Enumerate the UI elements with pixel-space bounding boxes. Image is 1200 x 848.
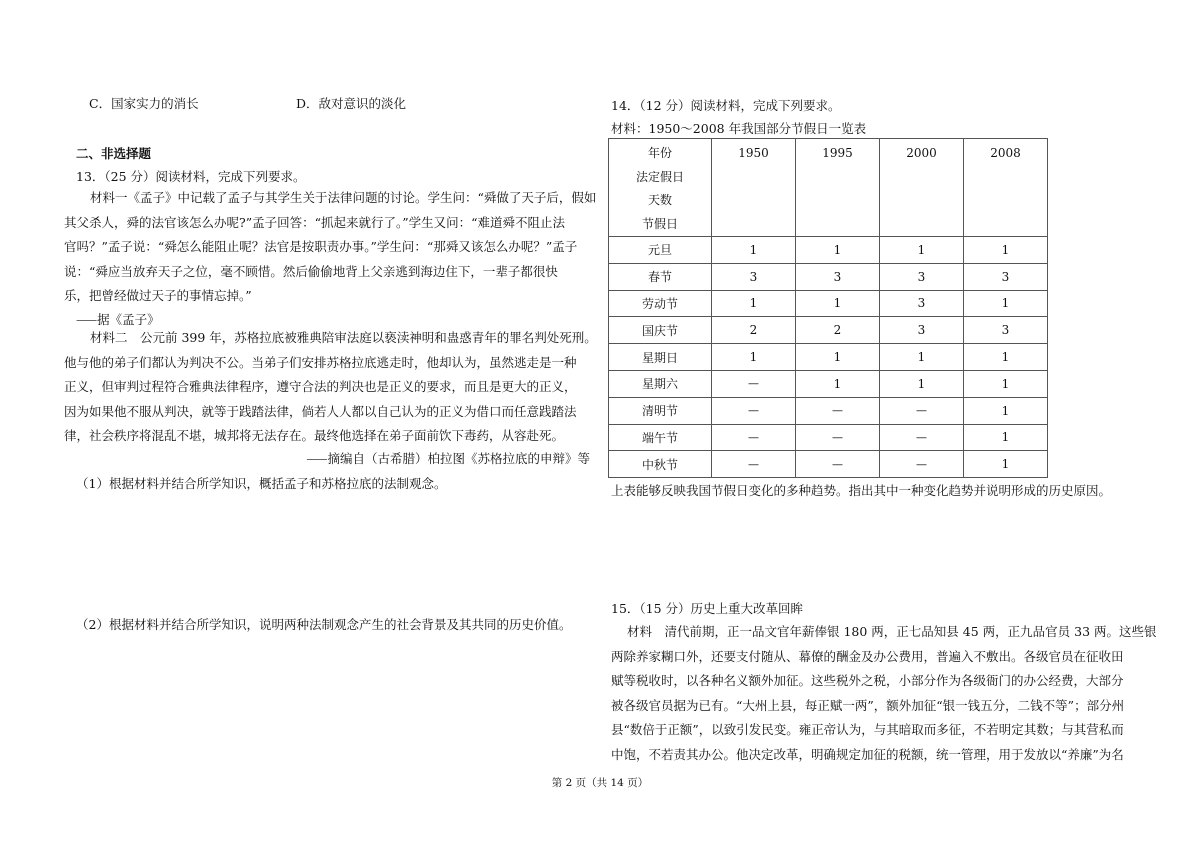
table-row [609,290,1048,317]
table-cell: 1 [964,290,1048,317]
table-row [609,237,1048,264]
year-header: 2008 [964,139,1048,237]
table-cell: 1 [880,237,964,264]
q14-material-caption: 材料：1950～2008 年我国部分节假日一览表 [611,121,867,136]
table-row [609,370,1048,397]
material-1-line: 材料一《孟子》中记载了孟子与其学生关于法律问题的讨论。学生问：“舜做了天子后，假如 [90,190,597,205]
q15-material-line: 被各级官员据为已有。“大州上县，每正赋一两”，额外加征“银一钱五分，二钱不等”；部分州 [611,697,1125,713]
table-row [609,344,1048,371]
material-2-line: 律，社会秩序将混乱不堪，城邦将无法存在。最终他选择在弟子面前饮下毒药，从容赴死。 [64,428,565,444]
page-footer: 第 2 页（共 14 页） [551,777,649,789]
year-header: 1995 [796,139,880,237]
table-cell: — [712,397,796,424]
holiday-name: 端午节 [609,424,712,451]
header-label-legal: 法定假日 [635,169,684,184]
table-row [609,397,1048,424]
holiday-name: 劳动节 [609,290,712,317]
q13-sub-2: （2）根据材料并结合所学知识，说明两种法制观念产生的社会背景及其共同的历史价值。 [76,617,572,632]
table-cell: 1 [712,290,796,317]
holiday-name: 中秋节 [609,451,712,478]
year-header: 1950 [712,139,796,237]
q13-material-1 [64,186,597,309]
holiday-table [608,138,1048,478]
holiday-name: 星期六 [609,370,712,397]
table-cell: 3 [880,263,964,290]
table-header-row [609,139,1048,237]
q13-stem: 13．（25 分）阅读材料，完成下列要求。 [76,169,306,184]
table-cell: 3 [796,263,880,290]
source-2: ⸺摘编自（古希腊）柏拉图《苏格拉底的申辩》等 [306,451,590,466]
table-cell: — [880,451,964,478]
header-label-year: 年份 [647,146,672,160]
q13-sub-1: （1）根据材料并结合所学知识，概括孟子和苏格拉底的法制观念。 [76,476,447,491]
table-cell: — [880,424,964,451]
q15-material-line: 赋等税收时，以各种名义额外加征。这些税外之税，小部分作为各级衙门的办公经费，大部分 [611,673,1124,689]
section-title: 二、非选择题 [76,146,152,161]
table-cell: — [796,397,880,424]
table-cell: 3 [712,263,796,290]
table-cell: 1 [964,370,1048,397]
q15-material-line: 中饱，不若责其办公。他决定改革，明确规定加征的税额，统一管理，用于发放以“养廉”为名 [611,746,1124,762]
table-corner-cell [609,139,712,237]
q15-material [611,620,1157,768]
material-1-line: 说：“舜应当放弃天子之位，毫不顾惜。然后偷偷地背上父亲逃到海边住下，一辈子都很快 [64,263,558,279]
table-cell: — [796,424,880,451]
q15-material-line: 县“数倍于正额”，以致引发民变。雍正帝认为，与其暗取而多征，不若明定其数；与其营私而 [611,722,1124,738]
table-cell: 1 [712,344,796,371]
source-1: ⸺据《孟子》 [76,312,160,327]
table-cell: — [712,424,796,451]
material-2-line: 因为如果他不服从判决，就等于践踏法律，倘若人人都以自己认为的正义为借口而任意践踏法 [64,403,577,419]
holiday-name: 元旦 [609,237,712,264]
table-cell: 3 [880,317,964,344]
table-cell: 1 [880,370,964,397]
material-2-line: 材料二 公元前 399 年，苏格拉底被雅典陪审法庭以亵渎神明和蛊惑青年的罪名判处死刑。 [90,330,597,345]
holiday-name: 春节 [609,263,712,290]
table-cell: 1 [964,237,1048,264]
q13-material-2 [64,326,597,449]
table-cell: 1 [712,237,796,264]
header-label-days: 天数 [647,193,672,207]
table-cell: — [712,451,796,478]
table-cell: 1 [880,344,964,371]
year-header: 2000 [880,139,964,237]
holiday-name: 清明节 [609,397,712,424]
q15-material-line: 两除养家糊口外，还要支付随从、幕僚的酬金及办公费用，普遍入不敷出。各级官员在征收田 [611,648,1124,664]
table-cell: 2 [712,317,796,344]
table-cell: 1 [796,237,880,264]
table-row [609,451,1048,478]
table-row [609,263,1048,290]
option-c: C．国家实力的消长 [89,96,199,111]
q15-stem: 15．（15 分）历史上重大改革回眸 [611,601,804,616]
material-1-line: 官吗？”孟子说：“舜怎么能阻止呢？法官是按职责办事。”学生问：“那舜又该怎么办呢？”孟子 [64,239,578,255]
q15-material-line: 材料 清代前期，正一品文官年薪俸银 180 两，正七品知县 45 两，正九品官员 33 两。这些银 [627,624,1157,639]
table-cell: 1 [964,424,1048,451]
material-2-line: 正义，但审判过程符合雅典法律程序，遵守合法的判决也是正义的要求，而且是更大的正义， [64,379,577,395]
table-cell: — [880,397,964,424]
material-1-line: 乐，把曾经做过天子的事情忘掉。” [64,288,252,304]
holiday-name: 星期日 [609,344,712,371]
table-cell: 3 [964,263,1048,290]
table-cell: 3 [880,290,964,317]
table-cell: — [712,370,796,397]
q14-stem: 14．（12 分）阅读材料，完成下列要求。 [611,98,841,113]
material-2-line: 他与他的弟子们都认为判决不公。当弟子们安排苏格拉底逃走时，他却认为，虽然逃走是一种 [64,354,577,370]
material-1-line: 其父杀人，舜的法官该怎么办呢?”孟子回答：“抓起来就行了。”学生又问：“难道舜不阻止法 [64,214,566,230]
table-cell: — [796,451,880,478]
holiday-name: 国庆节 [609,317,712,344]
table-cell: 1 [964,451,1048,478]
header-label-holiday: 节假日 [641,216,678,231]
table-row [609,424,1048,451]
table-cell: 1 [796,370,880,397]
table-cell: 3 [964,317,1048,344]
table-row [609,317,1048,344]
table-cell: 1 [964,397,1048,424]
option-d: D．敌对意识的淡化 [296,96,407,111]
table-cell: 2 [796,317,880,344]
table-cell: 1 [964,344,1048,371]
table-cell: 1 [796,290,880,317]
table-cell: 1 [796,344,880,371]
q14-question: 上表能够反映我国节假日变化的多种趋势。指出其中一种变化趋势并说明形成的历史原因。 [611,483,1112,498]
